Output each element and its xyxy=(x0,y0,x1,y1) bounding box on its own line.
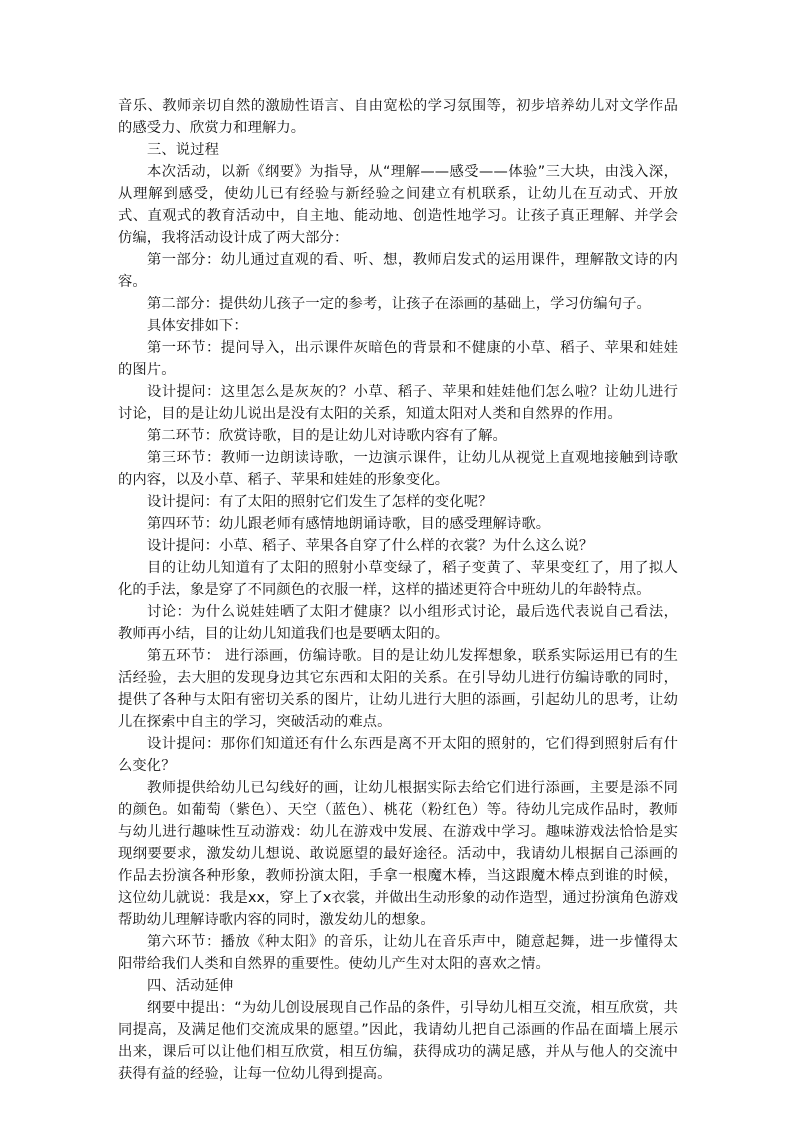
paragraph: 设计提问：小草、稻子、苹果各自穿了什么样的衣裳？为什么这么说？ xyxy=(147,538,594,554)
paragraph: 本次活动，以新《纲要》为指导，从“理解——感受——体验”三大块，由浅入深，从理解到感受，使幼儿已有经验与新经验之间建立有机联系，让幼儿在互动式、开放式、直观式的教育活动中，自主地、能动地、创造性地学习。让孩子真正理解、并学会仿编，我将活动设计成了两大部分： xyxy=(118,164,678,246)
paragraph: 第五环节： 进行添画，仿编诗歌。目的是让幼儿发挥想象，联系实际运用已有的生活经验，去大胆的发现身边其它东西和太阳的关系。在引导幼儿进行仿编诗歌的同时，提供了各种与太阳有密切关系的图片，让幼儿进行大胆的添画，引起幼儿的思考，让幼儿在探索中自主的学习，突破活动的难点。 xyxy=(118,648,678,730)
paragraph: 设计提问：那你们知道还有什么东西是离不开太阳的照射的，它们得到照射后有什么变化？ xyxy=(118,736,678,774)
paragraph: 第三环节：教师一边朗读诗歌，一边演示课件，让幼儿从视觉上直观地接触到诗歌的内容，以及小草、稻子、苹果和娃娃的形象变化。 xyxy=(118,450,678,488)
section-heading: 三、说过程 xyxy=(147,142,219,158)
paragraph: 第一部分：幼儿通过直观的看、听、想，教师启发式的运用课件，理解散文诗的内容。 xyxy=(118,252,678,290)
paragraph: 第二部分：提供幼儿孩子一定的参考，让孩子在添画的基础上，学习仿编句子。 xyxy=(147,296,651,312)
paragraph: 第一环节：提问导入，出示课件灰暗色的背景和不健康的小草、稻子、苹果和娃娃的图片。 xyxy=(118,340,678,378)
paragraph: 目的让幼儿知道有了太阳的照射小草变绿了，稻子变黄了、苹果变红了，用了拟人化的手法，象是穿了不同颜色的衣服一样，这样的描述更符合中班幼儿的年龄特点。 xyxy=(118,560,678,598)
paragraph: 第二环节：欣赏诗歌，目的是让幼儿对诗歌内容有了解。 xyxy=(147,428,507,444)
paragraph: 第六环节：播放《种太阳》的音乐，让幼儿在音乐声中，随意起舞，进一步懂得太阳带给我们人类和自然界的重要性。使幼儿产生对太阳的喜欢之情。 xyxy=(118,934,678,972)
section-heading: 四、活动延伸 xyxy=(147,978,234,994)
paragraph: 纲要中提出：“为幼儿创设展现自己作品的条件，引导幼儿相互交流，相互欣赏，共同提高，及满足他们交流成果的愿望。”因此，我请幼儿把自己添画的作品在面墙上展示出来，课后可以让他们相互欣赏，相互仿编，获得成功的满足感，并从与他人的交流中获得有益的经验，让每一位幼儿得到提高。 xyxy=(118,1000,678,1082)
paragraph: 讨论：为什么说娃娃晒了太阳才健康？以小组形式讨论，最后选代表说自己看法，教师再小结，目的让幼儿知道我们也是要晒太阳的。 xyxy=(118,604,678,642)
paragraph: 设计提问：这里怎么是灰灰的？小草、稻子、苹果和娃娃他们怎么啦？让幼儿进行讨论，目的是让幼儿说出是没有太阳的关系，知道太阳对人类和自然界的作用。 xyxy=(118,384,678,422)
paragraph: 设计提问：有了太阳的照射它们发生了怎样的变化呢？ xyxy=(147,494,493,510)
paragraph: 音乐、教师亲切自然的激励性语言、自由宽松的学习氛围等，初步培养幼儿对文学作品的感受力、欣赏力和理解力。 xyxy=(118,98,678,136)
document-body xyxy=(118,95,678,1085)
paragraph: 具体安排如下： xyxy=(147,318,248,334)
paragraph: 教师提供给幼儿已勾线好的画，让幼儿根据实际去给它们进行添画，主要是添不同的颜色。如葡萄（紫色）、天空（蓝色）、桃花（粉红色）等。待幼儿完成作品时，教师与幼儿进行趣味性互动游戏：幼儿在游戏中发展、在游戏中学习。趣味游戏法恰恰是实现纲要要求，激发幼儿想说、敢说愿望的最好途径。活动中，我请幼儿根据自己添画的作品去扮演各种形象，教师扮演太阳，手拿一根魔木棒，当这跟魔木棒点到谁的时候，这位幼儿就说：我是xx，穿上了x衣裳，并做出生动形象的动作造型，通过扮演角色游戏帮助幼儿理解诗歌内容的同时，激发幼儿的想象。 xyxy=(118,780,678,928)
paragraph: 第四环节：幼儿跟老师有感情地朗诵诗歌，目的感受理解诗歌。 xyxy=(147,516,551,532)
